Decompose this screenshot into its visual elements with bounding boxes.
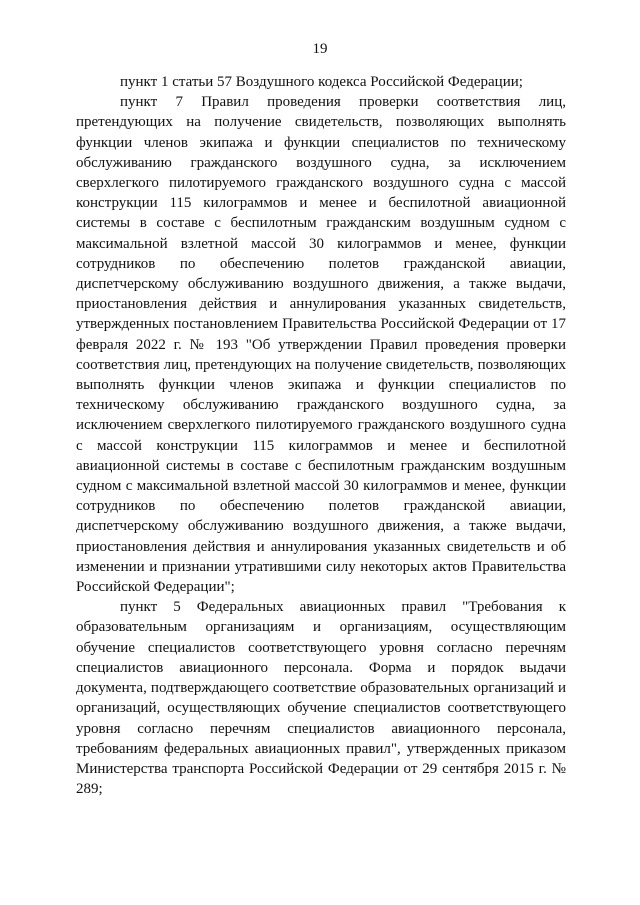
page-number: 19: [312, 41, 328, 57]
paragraph-air-code-article: пункт 1 статьи 57 Воздушного кодекса Российской Федерации;: [120, 74, 523, 90]
paragraph-federal-aviation-rules: пункт 5 Федеральных авиационных правил "Требования к образовательным организациям и организациям, осуществляющим обучение специалистов соответствующего уровня согласно перечням специалистов авиационного персонала. Форма и порядок выдачи документа, подтверждающего соответствие образовательных организаций и организаций, осуществляющих обучение специалистов соответствующего уровня согласно перечням специалистов авиационного персонала, требованиям федеральных авиационных правил", утвержденных приказом Министерства транспорта Российской Федерации от 29 сентября 2015 г. № 289;: [76, 599, 566, 798]
document-body: [76, 72, 566, 799]
paragraph-government-decree-193: пункт 7 Правил проведения проверки соответствия лиц, претендующих на получение свидетельств, позволяющих выполнять функции членов экипажа и функции специалистов по техническому обслуживанию гражданского воздушного судна, за исключением сверхлегкого пилотируемого гражданского воздушного судна с массой конструкции 115 килограммов и менее и беспилотной авиационной системы в составе с беспилотным гражданским воздушным судном с максимальной взлетной массой 30 килограммов и менее, функции сотрудников по обеспечению полетов гражданской авиации, диспетчерскому обслуживанию воздушного движения, а также выдачи, приостановления действия и аннулирования указанных свидетельств, утвержденных постановлением Правительства Российской Федерации от 17 февраля 2022 г. № 193 "Об утверждении Правил проведения проверки соответствия лиц, претендующих на получение свидетельств, позволяющих выполнять функции членов экипажа и функции специалистов по техническому обслуживанию гражданского воздушного судна, за исключением сверхлегкого пилотируемого гражданского воздушного судна с массой конструкции 115 килограммов и менее и беспилотной авиационной системы в составе с беспилотным гражданским воздушным судном с максимальной взлетной массой 30 килограммов и менее, функции сотрудников по обеспечению полетов гражданской авиации, диспетчерскому обслуживанию воздушного движения, а также выдачи, приостановления действия и аннулирования указанных свидетельств и об изменении и признании утратившими силу некоторых актов Правительства Российской Федерации";: [76, 94, 566, 596]
